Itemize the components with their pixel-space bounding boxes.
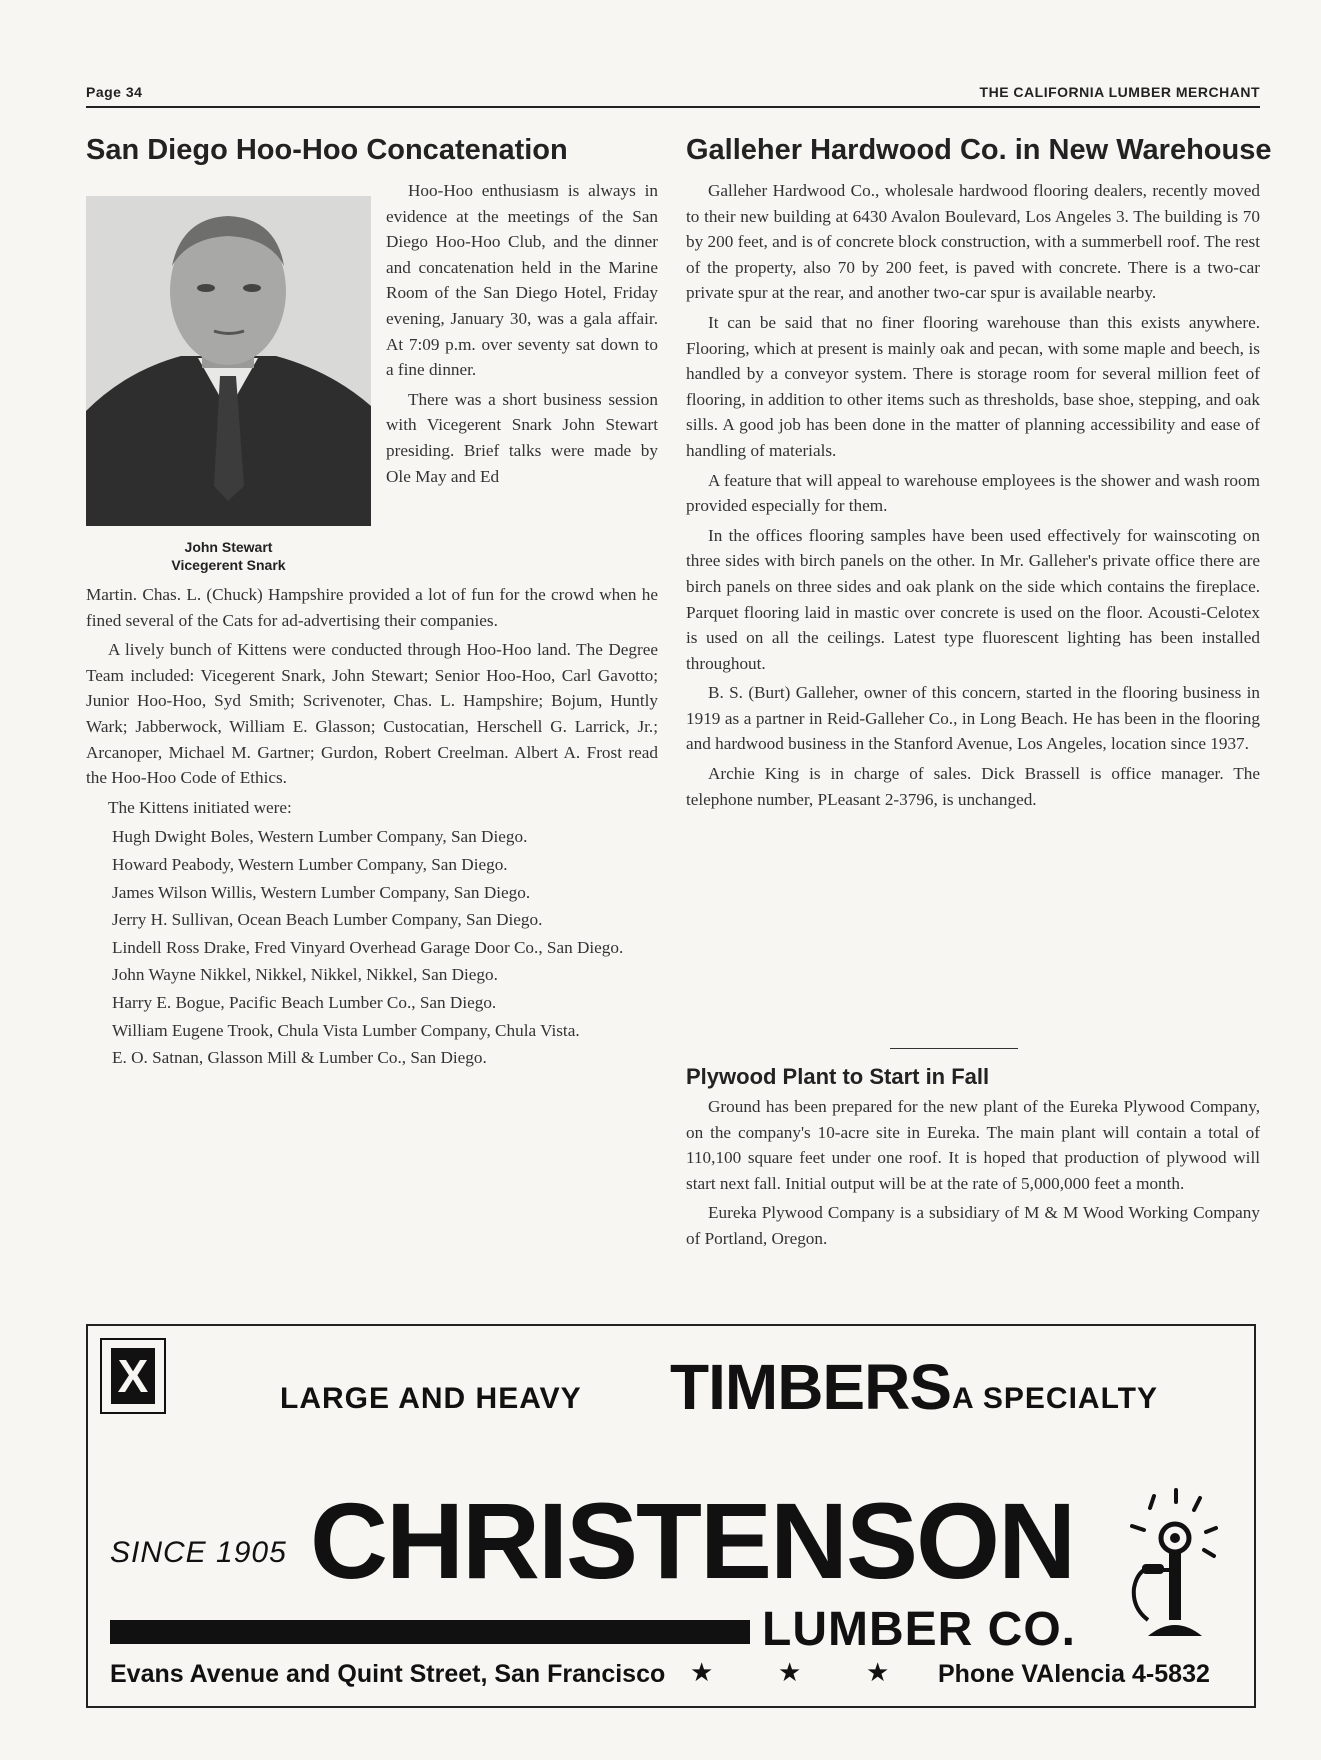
kittens-list <box>86 824 658 1070</box>
paragraph: A lively bunch of Kittens were conducted through Hoo-Hoo land. The Degree Team included: Vicegerent Snark, John Stewart; Senior Hoo-Hoo, Carl Gavotto; Junior Hoo-Hoo, Syd Smith; Scrivenoter, Chas. L. Hampshire; Bojum, Huntly Wark; Jabberwock, William E. Glasson; Custocatian, Herschell G. Larrick, Jr.; Arcanoper, Michael M. Gartner; Gurdon, Robert Creelman. Albert A. Frost read the Hoo-Hoo Code of Ethics. <box>86 640 658 788</box>
telephone-icon <box>1118 1486 1228 1646</box>
ad-line-left: LARGE AND HEAVY <box>280 1382 582 1415</box>
plywood-article-body <box>686 1094 1260 1256</box>
ad-specialty: A SPECIALTY <box>952 1382 1159 1415</box>
right-article-title: Galleher Hardwood Co. in New Warehouse <box>686 134 1272 166</box>
caption-name: John Stewart <box>184 539 273 555</box>
left-article-body <box>86 582 658 1073</box>
list-item: Harry E. Bogue, Pacific Beach Lumber Co., San Diego. <box>112 992 497 1012</box>
list-item: John Wayne Nikkel, Nikkel, Nikkel, Nikkel, San Diego. <box>112 965 498 985</box>
list-item: E. O. Satnan, Glasson Mill & Lumber Co., San Diego. <box>112 1048 487 1068</box>
ad-company-sub: LUMBER CO. <box>762 1603 1076 1656</box>
section-divider <box>890 1048 1018 1049</box>
paragraph: Galleher Hardwood Co., wholesale hardwood flooring dealers, recently moved to their new building at 6430 Avalon Boulevard, Los Angeles 3. The building is 70 by 200 feet, and is of concrete block construction, with a summerbell roof. The rest of the property, also 70 by 200 feet, is paved with concrete. There is a two-car private spur at the rear, and another two-car spur is available nearby. <box>686 181 1260 303</box>
paragraph: Hoo-Hoo enthusiasm is always in evidence at the meetings of the San Diego Hoo-Hoo Club, and the dinner and concatenation held in the Marine Room of the San Diego Hotel, Friday evening, January 30, was a gala affair. At 7:09 p.m. over seventy sat down to a fine dinner. <box>386 181 658 380</box>
list-item: Hugh Dwight Boles, Western Lumber Company, San Diego. <box>112 827 528 847</box>
page-header <box>86 84 1260 108</box>
star-icon: ★ <box>690 1658 714 1688</box>
list-item: James Wilson Willis, Western Lumber Company, San Diego. <box>112 882 531 902</box>
paragraph: Eureka Plywood Company is a subsidiary of M & M Wood Working Company of Portland, Oregon. <box>686 1203 1260 1248</box>
ad-timbers: TIMBERS <box>670 1351 951 1423</box>
portrait-photo <box>86 196 371 526</box>
list-item: Howard Peabody, Western Lumber Company, San Diego. <box>112 854 508 874</box>
portrait-illustration <box>86 196 371 526</box>
star-icon: ★ <box>866 1658 890 1688</box>
list-item: Lindell Ross Drake, Fred Vinyard Overhead Garage Door Co., San Diego. <box>112 937 624 957</box>
list-item: William Eugene Trook, Chula Vista Lumber Company, Chula Vista. <box>112 1020 580 1040</box>
magazine-title: THE CALIFORNIA LUMBER MERCHANT <box>979 84 1260 100</box>
x-mark: X <box>111 1348 155 1404</box>
paragraph: Martin. Chas. L. (Chuck) Hampshire provided a lot of fun for the crowd when he fined several of the Cats for ad-advertising their companies. <box>86 585 658 630</box>
list-item: Jerry H. Sullivan, Ocean Beach Lumber Company, San Diego. <box>112 910 543 930</box>
paragraph: There was a short business session with Vicegerent Snark John Stewart presiding. Brief talks were made by Ole May and Ed <box>386 389 658 486</box>
paragraph: B. S. (Burt) Galleher, owner of this concern, started in the flooring business in 1919 as a partner in Reid-Galleher Co., in Long Beach. He has been in the flooring and hardwood business in the Stanford Avenue, Los Angeles, location since 1937. <box>686 683 1260 754</box>
right-article-body <box>686 178 1260 816</box>
photo-caption <box>86 538 371 574</box>
christenson-advertisement <box>86 1324 1256 1708</box>
ad-phone: Phone VAlencia 4-5832 <box>938 1660 1210 1688</box>
paragraph: In the offices flooring samples have been used effectively for wainscoting on three sides with birch panels on the other. In Mr. Galleher's private office there are birch panels on three sides and oak plank on the side which contains the fireplace. Parquet flooring laid in mastic over concrete is used on the floor. Acousti-Celotex is used on all the ceilings. Latest type fluorescent lighting has been installed throughout. <box>686 525 1260 673</box>
plywood-article-title: Plywood Plant to Start in Fall <box>686 1064 990 1089</box>
ad-since: SINCE 1905 <box>110 1536 287 1569</box>
x-logo <box>100 1338 166 1414</box>
paragraph: Archie King is in charge of sales. Dick Brassell is office manager. The telephone number, PLeasant 2-3796, is unchanged. <box>686 764 1260 809</box>
paragraph: The Kittens initiated were: <box>108 797 292 817</box>
paragraph: Ground has been prepared for the new plant of the Eureka Plywood Company, on the company's 10-acre site in Eureka. The main plant will contain a total of 110,100 square feet under one roof. It is hoped that production of plywood will start next fall. Initial output will be at the rate of 5,000,000 feet a month. <box>686 1097 1260 1193</box>
ad-black-bar <box>110 1620 750 1644</box>
caption-title: Vicegerent Snark <box>171 557 286 573</box>
ad-company-name: CHRISTENSON <box>310 1480 1075 1601</box>
star-icon: ★ <box>778 1658 802 1688</box>
left-article-intro <box>386 178 658 493</box>
ad-address: Evans Avenue and Quint Street, San Francisco <box>110 1660 666 1688</box>
left-article-title: San Diego Hoo-Hoo Concatenation <box>86 134 568 166</box>
page-number: Page 34 <box>86 84 143 100</box>
paragraph: A feature that will appeal to warehouse employees is the shower and wash room provided especially for them. <box>686 470 1260 516</box>
paragraph: It can be said that no finer flooring warehouse than this exists anywhere. Flooring, which at present is mainly oak and pecan, with some maple and beech, is handled by a conveyor system. There is storage room for several million feet of flooring, in addition to other items such as thresholds, base shoe, stepping, and oak sills. A good job has been done in the matter of planning accessibility and ease of handling of materials. <box>686 312 1260 460</box>
